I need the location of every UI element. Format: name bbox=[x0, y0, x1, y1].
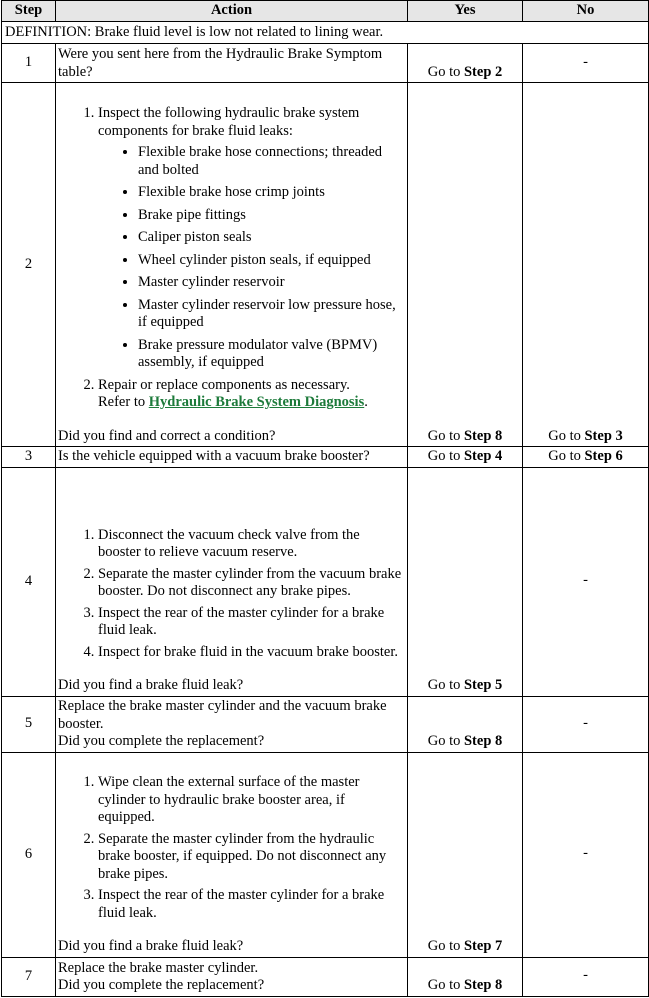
instruction-text: Replace the brake master cylinder. bbox=[58, 959, 259, 976]
no-prefix: Go to bbox=[548, 427, 585, 444]
yes-prefix: Go to bbox=[427, 427, 464, 444]
no-cell: - bbox=[523, 752, 649, 957]
yes-prefix: Go to bbox=[427, 733, 464, 749]
header-action: Action bbox=[56, 1, 408, 22]
list-item: • Caliper piston seals bbox=[138, 229, 405, 247]
list-item bbox=[98, 105, 405, 372]
component-list bbox=[98, 144, 405, 372]
period: . bbox=[364, 394, 368, 410]
yes-step: Step 5 bbox=[463, 677, 503, 693]
yes-cell bbox=[408, 467, 523, 696]
question-text: Did you complete the replacement? bbox=[58, 977, 265, 993]
yes-step: Step 8 bbox=[463, 977, 503, 993]
refer-text: Refer to bbox=[98, 394, 149, 410]
yes-step: Step 7 bbox=[463, 938, 503, 954]
diagnosis-link[interactable]: Hydraulic Brake System Diagnosis bbox=[148, 394, 365, 410]
step-number: 5 bbox=[2, 696, 56, 752]
procedure-list bbox=[58, 774, 405, 922]
table-row bbox=[2, 447, 649, 468]
no-step: Step 6 bbox=[584, 448, 623, 464]
table-row bbox=[2, 696, 649, 752]
definition-row bbox=[2, 22, 649, 44]
yes-prefix: Go to bbox=[427, 677, 464, 693]
action-cell bbox=[56, 44, 408, 83]
yes-cell bbox=[408, 447, 523, 468]
list-item: 2. Separate the master cylinder from the vacuum brake booster. Do not disconnect any brake pipes. bbox=[98, 566, 405, 601]
yes-step: Step 2 bbox=[463, 63, 503, 80]
no-cell: - bbox=[523, 44, 649, 83]
list-item: • Master cylinder reservoir low pressure hose, if equipped bbox=[138, 297, 405, 332]
step-number: 3 bbox=[2, 447, 56, 468]
list-item: 3. Inspect the rear of the master cylinder for a brake fluid leak. bbox=[98, 887, 405, 922]
yes-prefix: Go to bbox=[427, 938, 464, 954]
no-cell bbox=[523, 83, 649, 447]
question-text: Did you find and correct a condition? bbox=[58, 427, 276, 444]
list-item bbox=[98, 377, 405, 412]
yes-cell bbox=[408, 957, 523, 996]
action-cell bbox=[56, 83, 408, 447]
yes-cell bbox=[408, 44, 523, 83]
list-item: 4. Inspect for brake fluid in the vacuum brake booster. bbox=[98, 644, 405, 662]
list-item: • Brake pressure modulator valve (BPMV) assembly, if equipped bbox=[138, 337, 405, 372]
list-item: • Master cylinder reservoir bbox=[138, 274, 405, 292]
list-item: 1. Wipe clean the external surface of the master cylinder to hydraulic brake booster area, if equipped. bbox=[98, 774, 405, 827]
step-number: 2 bbox=[2, 83, 56, 447]
question-text: Did you find a brake fluid leak? bbox=[58, 938, 244, 954]
table-row bbox=[2, 467, 649, 696]
action-cell bbox=[56, 957, 408, 996]
diagnostic-table bbox=[1, 0, 649, 997]
yes-step: Step 4 bbox=[463, 448, 503, 464]
table-row bbox=[2, 44, 649, 83]
instruction-text: Replace the brake master cylinder and the vacuum brake booster. bbox=[58, 698, 387, 732]
yes-prefix: Go to bbox=[427, 448, 464, 464]
header-row bbox=[2, 1, 649, 22]
action-cell bbox=[56, 696, 408, 752]
procedure-list bbox=[58, 527, 405, 662]
list-item: • Wheel cylinder piston seals, if equipped bbox=[138, 252, 405, 270]
list-item: 1. Disconnect the vacuum check valve from the booster to relieve vacuum reserve. bbox=[98, 527, 405, 562]
yes-cell bbox=[408, 752, 523, 957]
list-item-text: Repair or replace components as necessary. bbox=[98, 376, 350, 393]
action-cell bbox=[56, 447, 408, 468]
no-cell bbox=[523, 447, 649, 468]
yes-cell bbox=[408, 696, 523, 752]
list-item: • Flexible brake hose crimp joints bbox=[138, 184, 405, 202]
action-cell bbox=[56, 467, 408, 696]
header-yes: Yes bbox=[408, 1, 523, 22]
question-text: Did you complete the replacement? bbox=[58, 733, 265, 749]
yes-prefix: Go to bbox=[427, 977, 464, 993]
no-prefix: Go to bbox=[548, 448, 585, 464]
question-text: Were you sent here from the Hydraulic Brake Symptom table? bbox=[58, 46, 383, 80]
step-number: 6 bbox=[2, 752, 56, 957]
list-item-text: Inspect the following hydraulic brake system components for brake fluid leaks: bbox=[98, 105, 360, 139]
no-step: Step 3 bbox=[584, 427, 623, 444]
no-cell: - bbox=[523, 957, 649, 996]
list-item: • Brake pipe fittings bbox=[138, 207, 405, 225]
list-item: 2. Separate the master cylinder from the hydraulic brake booster, if equipped. Do not disconnect any brake pipes. bbox=[98, 831, 405, 884]
header-step: Step bbox=[2, 1, 56, 22]
yes-cell bbox=[408, 83, 523, 447]
list-item: 3. Inspect the rear of the master cylinder for a brake fluid leak. bbox=[98, 605, 405, 640]
definition-text: DEFINITION: Brake fluid level is low not related to lining wear. bbox=[2, 22, 649, 44]
yes-step: Step 8 bbox=[463, 427, 503, 444]
table-row bbox=[2, 957, 649, 996]
question-text: Did you find a brake fluid leak? bbox=[58, 677, 244, 693]
yes-prefix: Go to bbox=[427, 63, 464, 80]
procedure-list bbox=[58, 105, 405, 412]
action-cell bbox=[56, 752, 408, 957]
no-cell: - bbox=[523, 467, 649, 696]
table-row bbox=[2, 83, 649, 447]
step-number: 4 bbox=[2, 467, 56, 696]
yes-step: Step 8 bbox=[463, 733, 503, 749]
step-number: 1 bbox=[2, 44, 56, 83]
step-number: 7 bbox=[2, 957, 56, 996]
header-no: No bbox=[523, 1, 649, 22]
question-text: Is the vehicle equipped with a vacuum brake booster? bbox=[58, 448, 370, 464]
no-cell: - bbox=[523, 696, 649, 752]
list-item: • Flexible brake hose connections; threaded and bolted bbox=[138, 144, 405, 179]
table-row bbox=[2, 752, 649, 957]
